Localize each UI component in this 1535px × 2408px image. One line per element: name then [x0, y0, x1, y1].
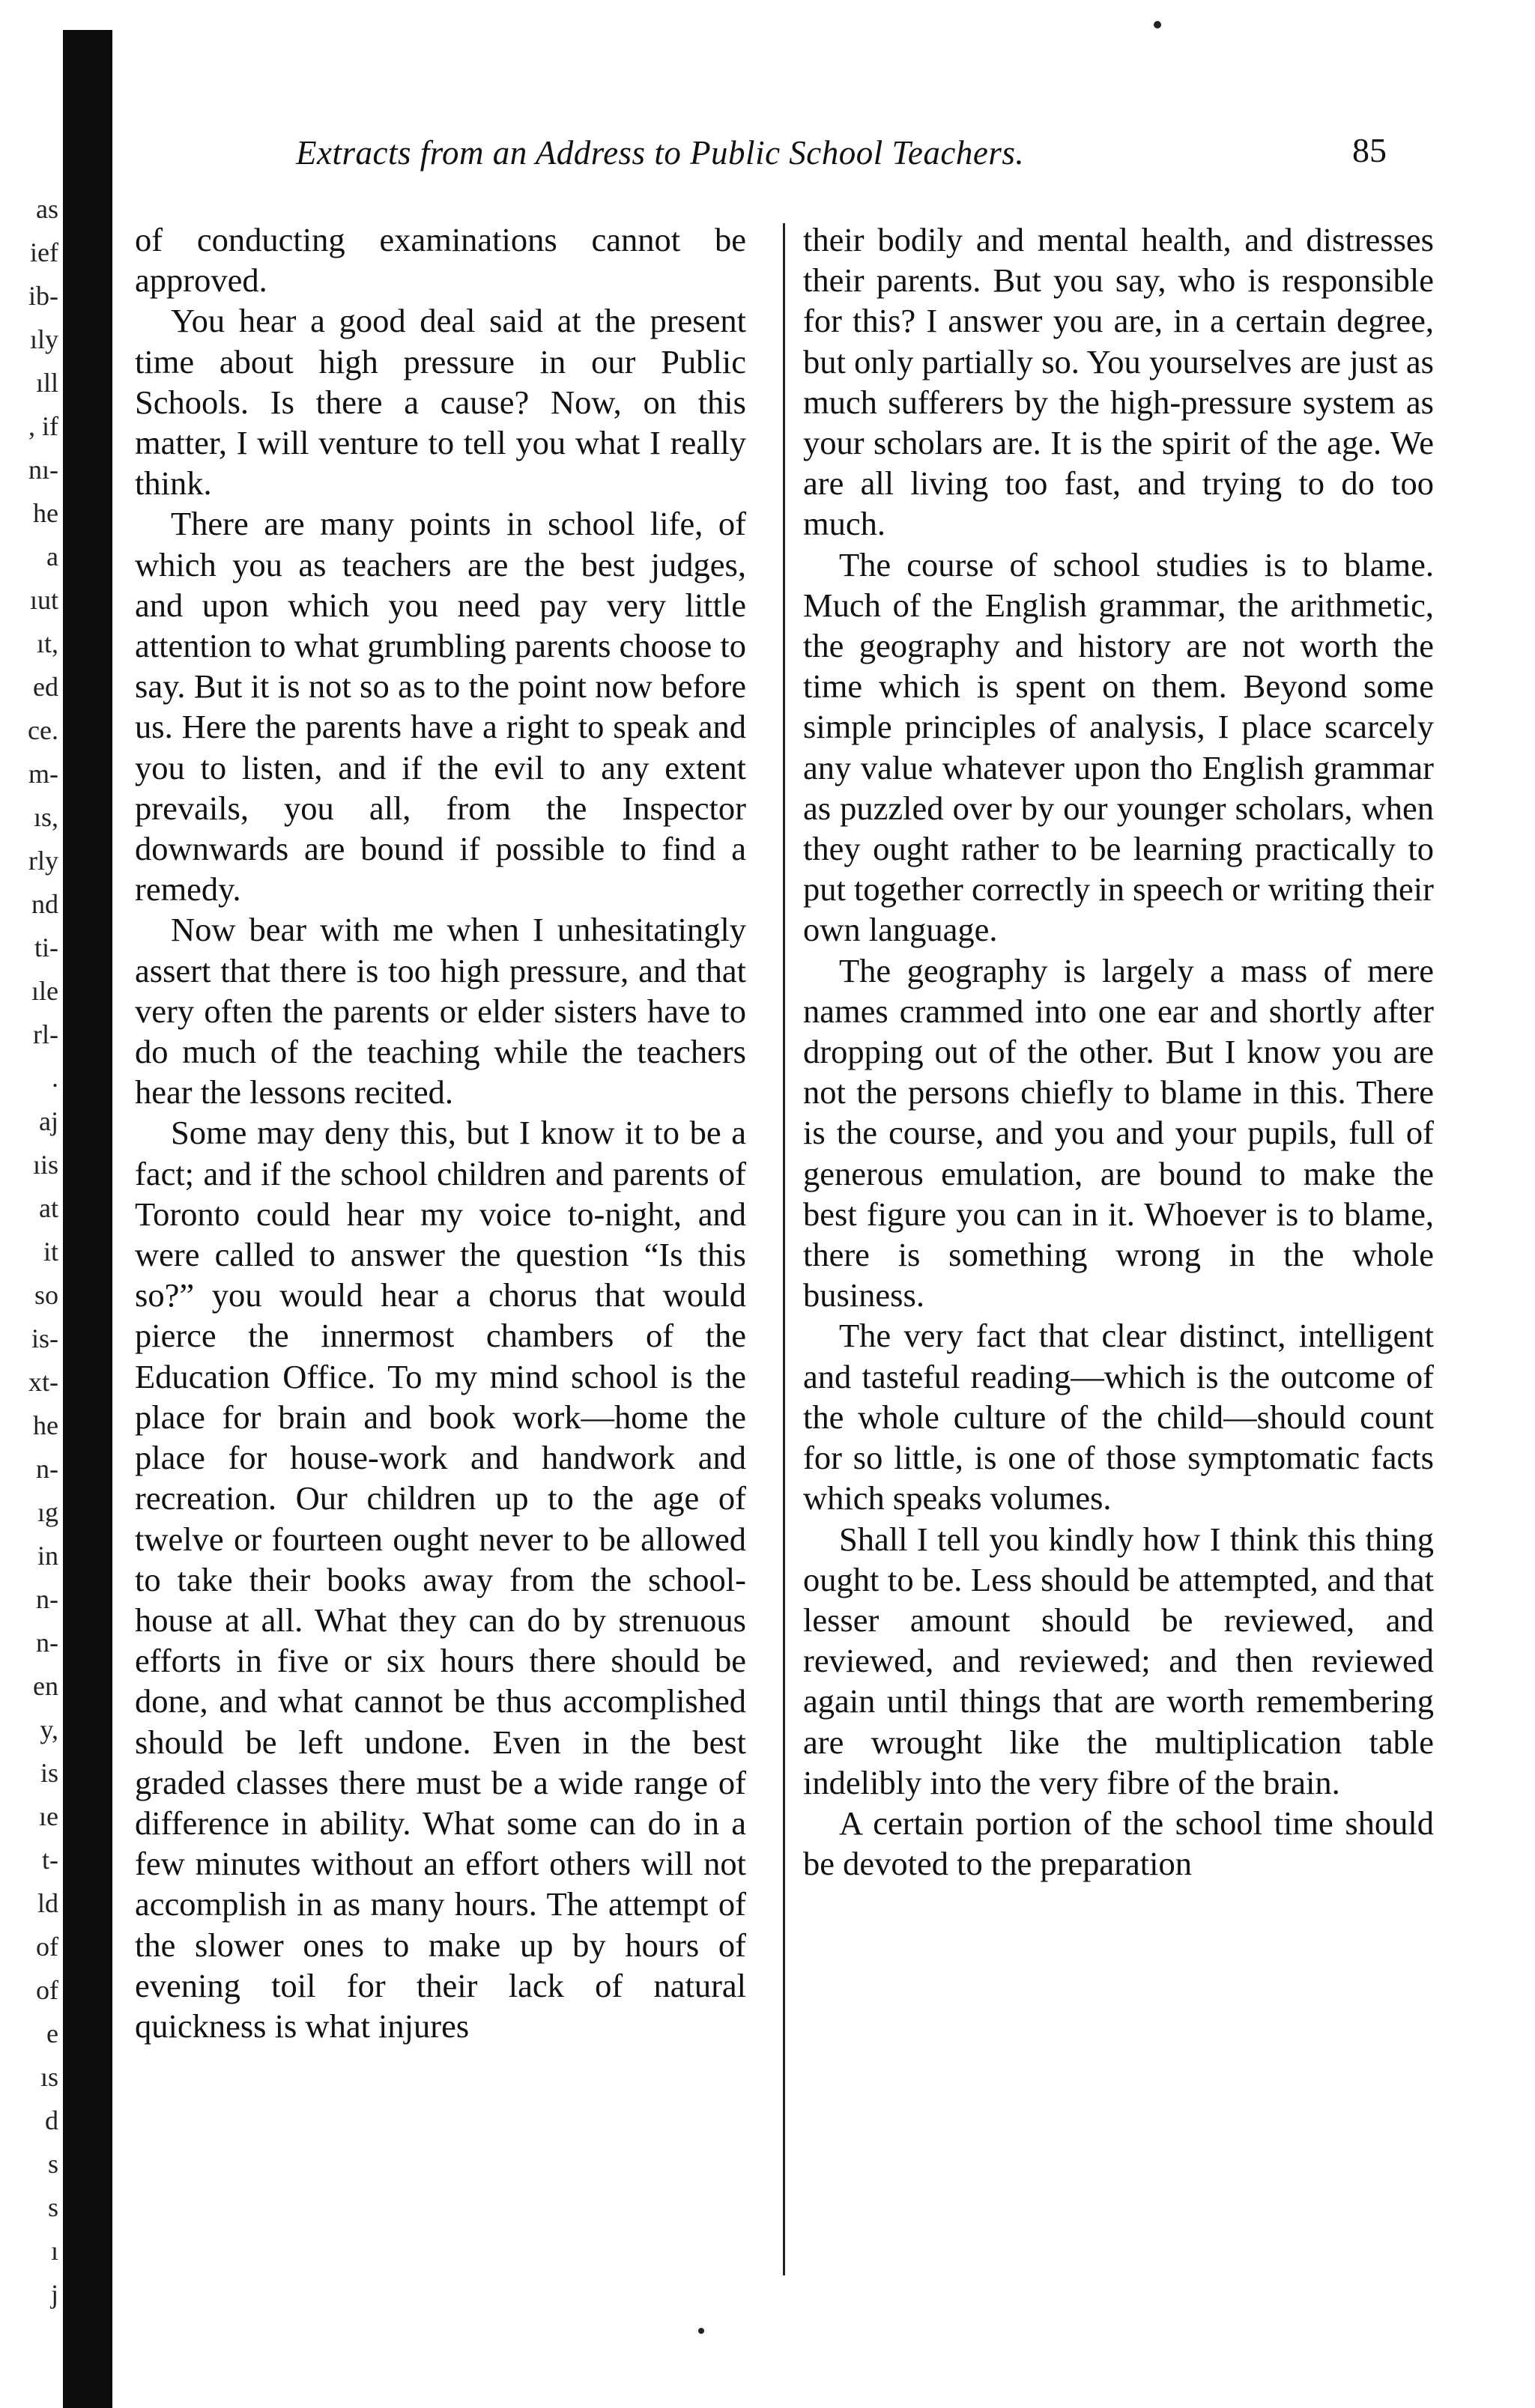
right-column [803, 219, 1434, 1884]
gutter-fragment: en [33, 1671, 58, 1701]
gutter-fragment: a [46, 542, 58, 571]
gutter-fragment: ıll [35, 368, 58, 398]
paragraph: A certain portion of the school time should be devoted to the preparation [803, 1804, 1434, 1883]
gutter-fragment: ıly [29, 324, 58, 354]
paragraph: their bodily and mental health, and distresses their parents. But you say, who is responsible for this? I answer you are, in a certain degree, but only partially so. You yourselves are just as much sufferers by the high-pressure system as your scholars are. It is the spirit of the age. We are all living too fast, and trying to do too much. [803, 221, 1434, 543]
paragraph: Now bear with me when I unhesitatingly assert that there is too high pressure, and that very often the parents or elder sisters have to do much of the teaching while the teachers hear the lessons recited. [135, 911, 746, 1111]
gutter-fragment: t- [42, 1845, 58, 1875]
gutter-fragment: ib- [28, 281, 58, 311]
gutter-fragment: aj [39, 1106, 58, 1136]
gutter-fragment: n- [36, 1454, 58, 1484]
column-divider [783, 223, 785, 2275]
left-column [135, 219, 746, 2046]
gutter-fragment: rly [28, 846, 58, 876]
paragraph: The course of school studies is to blame. Much of the English grammar, the arithmetic, the geography and history are not worth the time which is spent on them. Beyond some simple principles of analysis, I place scarcely any value whatever upon tho English grammar as puzzled over by our younger scholars, when they ought rather to be learning practically to put together correctly in speech or writing their own language. [803, 545, 1434, 949]
gutter-fragment: as [36, 194, 58, 224]
gutter-fragment: ief [30, 237, 58, 267]
gutter-fragment: ıis [32, 1150, 58, 1180]
paragraph: The very fact that clear distinct, intelligent and tasteful reading—which is the outcome of the whole culture of the child—should count for so little, is one of those symptomatic facts which speaks volumes. [803, 1317, 1434, 1517]
gutter-fragment: e [46, 2019, 58, 2048]
paragraph: You hear a good deal said at the present time about high pressure in our Public Schools. Is there a cause? Now, on this matter, I will venture to tell you what I really think. [135, 302, 746, 503]
gutter-fragment: . [52, 1063, 58, 1093]
paragraph: The geography is largely a mass of mere names crammed into one ear and shortly after dropping out of the other. But I know you are not the persons chiefly to blame in this. There is the course, and you and your pupils, full of generous emulation, are bound to make the best figure you can in it. Whoever is to blame, there is something wrong in the whole business. [803, 951, 1434, 1314]
gutter-fragment: nd [31, 889, 58, 919]
gutter-fragment: of [36, 1932, 58, 1962]
gutter-fragment: ı [50, 2236, 58, 2266]
gutter-fragment: d [45, 2105, 58, 2135]
gutter-fragment: s [47, 2149, 58, 2179]
binding-shadow [63, 30, 112, 2408]
gutter-fragment: n- [36, 1584, 58, 1614]
gutter-fragment: ti- [34, 932, 58, 962]
gutter-fragment: ıt, [36, 628, 58, 658]
gutter-fragment: he [33, 1410, 58, 1440]
paragraph: Shall I tell you kindly how I think this thing ought to be. Less should be attempted, and that lesser amount should be reviewed, and reviewed, and reviewed; and then reviewed again until things that are worth remembering are wrought like the multiplication table indelibly into the very fibre of the brain. [803, 1520, 1434, 1801]
gutter-fragment: is- [31, 1323, 58, 1353]
gutter-fragment: y, [40, 1714, 58, 1744]
gutter-fragment: , if [28, 411, 58, 441]
adjacent-page-fragments [0, 187, 63, 2329]
gutter-fragment: of [36, 1975, 58, 2005]
paragraph: of conducting examinations cannot be approved. [135, 221, 746, 300]
gutter-fragment: j [50, 2279, 58, 2309]
gutter-fragment: in [37, 1541, 58, 1571]
gutter-fragment: ıle [31, 976, 58, 1006]
gutter-fragment: rl- [33, 1019, 58, 1049]
gutter-fragment: at [39, 1193, 58, 1223]
paragraph: There are many points in school life, of which you as teachers are the best judges, and upon which you need pay very little attention to what grumbling parents choose to say. But it is not so as to the point now before us. Here the parents have a right to speak and you to listen, and if the evil to any extent prevails, you all, from the Inspector downwards are bound if possible to find a remedy. [135, 505, 746, 909]
gutter-fragment: s [47, 2192, 58, 2222]
gutter-fragment: is [40, 1758, 58, 1788]
gutter-fragment: ed [33, 672, 58, 702]
gutter-fragment: ıg [37, 1497, 58, 1527]
gutter-fragment: xt- [28, 1367, 58, 1397]
gutter-fragment: ıs [40, 2062, 58, 2092]
gutter-fragment: he [33, 498, 58, 528]
speck-mark [698, 2328, 704, 2334]
gutter-fragment: ld [37, 1888, 58, 1918]
gutter-fragment: ıut [29, 585, 58, 615]
gutter-fragment: ce. [28, 715, 58, 745]
speck-mark [1154, 21, 1161, 28]
page-number: 85 [1352, 131, 1387, 169]
gutter-fragment: so [34, 1280, 58, 1310]
gutter-fragment: ıe [39, 1801, 58, 1831]
running-head: Extracts from an Address to Public School Teachers. [296, 134, 1025, 172]
gutter-fragment: n- [36, 1628, 58, 1658]
gutter-fragment: it [43, 1237, 58, 1267]
paragraph: Some may deny this, but I know it to be a fact; and if the school children and parents of Toronto could hear my voice to-night, and were called to answer the question “Is this so?” you would hear a chorus that would pierce the innermost chambers of the Education Office. To my mind school is the place for brain and book work—home the place for house-work and handwork and recreation. Our children up to the age of twelve or fourteen ought never to be allowed to take their books away from the school-house at all. What they can do by strenuous efforts in five or six hours there should be done, and what cannot be thus accomplished should be left undone. Even in the best graded classes there must be a wide range of difference in ability. What some can do in a few minutes without an effort others will not accomplish in as many hours. The attempt of the slower ones to make up by hours of evening toil for their lack of natural quickness is what injures [135, 1114, 746, 2045]
gutter-fragment: m- [28, 759, 58, 789]
gutter-fragment: ıs, [33, 802, 58, 832]
gutter-fragment: nı- [28, 455, 58, 485]
